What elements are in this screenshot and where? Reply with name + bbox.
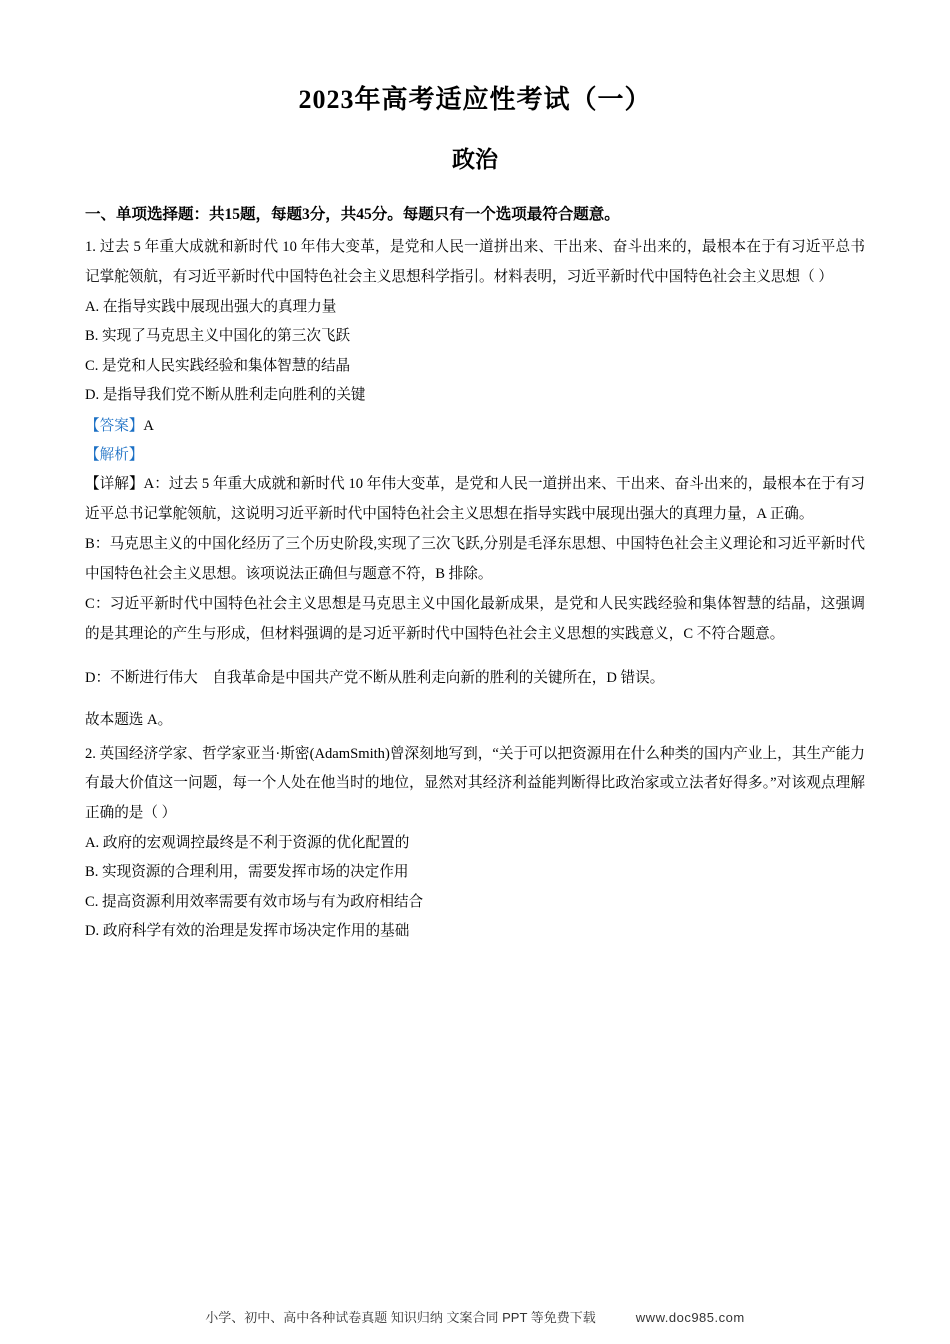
answer-label: 【答案】: [85, 417, 144, 434]
explanation-c: C：习近平新时代中国特色社会主义思想是马克思主义中国化最新成果，是党和人民实践经验和集体智慧的结晶，这强调的是其理论的产生与形成，但材料强调的是习近平新时代中国特色社会主义思想的实践意义，C 不符合题意。: [85, 595, 865, 642]
question-stem: 2. 英国经济学家、哲学家亚当·斯密(AdamSmith)曾深刻地写到，“关于可以把资源用在什么种类的国内产业上，其生产能力有最大价值这一问题，每一个人处在他当时的地位，显然对其经济利益能判断得比政治家或立法者好得多。”对该观点理解正确的是（ ）: [85, 745, 865, 822]
option-b: B. 实现资源的合理利用，需要发挥市场的决定作用: [85, 864, 409, 881]
option-d: D. 政府科学有效的治理是发挥市场决定作用的基础: [85, 922, 410, 939]
answer-value: A: [143, 417, 154, 434]
answer-line: [85, 412, 865, 441]
page-title: 2023年高考适应性考试（一）: [298, 85, 652, 114]
footer-site: www.doc985.com: [635, 1310, 745, 1325]
explanation-d: D：不断进行伟大 自我革命是中国共产党不断从胜利走向新的胜利的关键所在，D 错误。: [85, 669, 665, 686]
option-b: B. 实现了马克思主义中国化的第三次飞跃: [85, 328, 351, 345]
explanation-a: 【详解】A：过去 5 年重大成就和新时代 10 年伟大变革，是党和人民一道拼出来、干出来、奋斗出来的，最根本在于有习近平总书记掌舵领航，这说明习近平新时代中国特色社会主义思想在指导实践中展现出强大的真理力量，A 正确。: [85, 476, 865, 523]
option-c: C. 提高资源利用效率需要有效市场与有为政府相结合: [85, 893, 424, 910]
page-footer: [0, 1307, 950, 1326]
option-a: A. 政府的宏观调控最终是不利于资源的优化配置的: [85, 835, 410, 852]
explanation-b: B：马克思主义的中国化经历了三个历史阶段,实现了三次飞跃,分别是毛泽东思想、中国特色社会主义理论和习近平新时代中国特色社会主义思想。该项说法正确但与题意不符，B 排除。: [85, 536, 865, 583]
question-stem: 1. 过去 5 年重大成就和新时代 10 年伟大变革，是党和人民一道拼出来、干出来、奋斗出来的，最根本在于有习近平总书记掌舵领航，有习近平新时代中国特色社会主义思想科学指引。材料表明，习近平新时代中国特色社会主义思想（ ）: [85, 239, 865, 286]
section-heading: 一、单项选择题：共15题，每题3分，共45分。每题只有一个选项最符合题意。: [85, 205, 620, 223]
conclusion: 故本题选 A。: [85, 711, 173, 728]
option-a: A. 在指导实践中展现出强大的真理力量: [85, 299, 337, 316]
option-d: D. 是指导我们党不断从胜利走向胜利的关键: [85, 386, 366, 403]
analysis-label: 【解析】: [85, 447, 144, 464]
question-block-2: [85, 740, 865, 946]
option-c: C. 是党和人民实践经验和集体智慧的结晶: [85, 357, 351, 374]
footer-text: 小学、初中、高中各种试卷真题 知识归纳 文案合同 PPT 等免费下载: [205, 1310, 596, 1325]
question-block-1: [85, 233, 865, 735]
subject-title: 政治: [452, 147, 498, 173]
